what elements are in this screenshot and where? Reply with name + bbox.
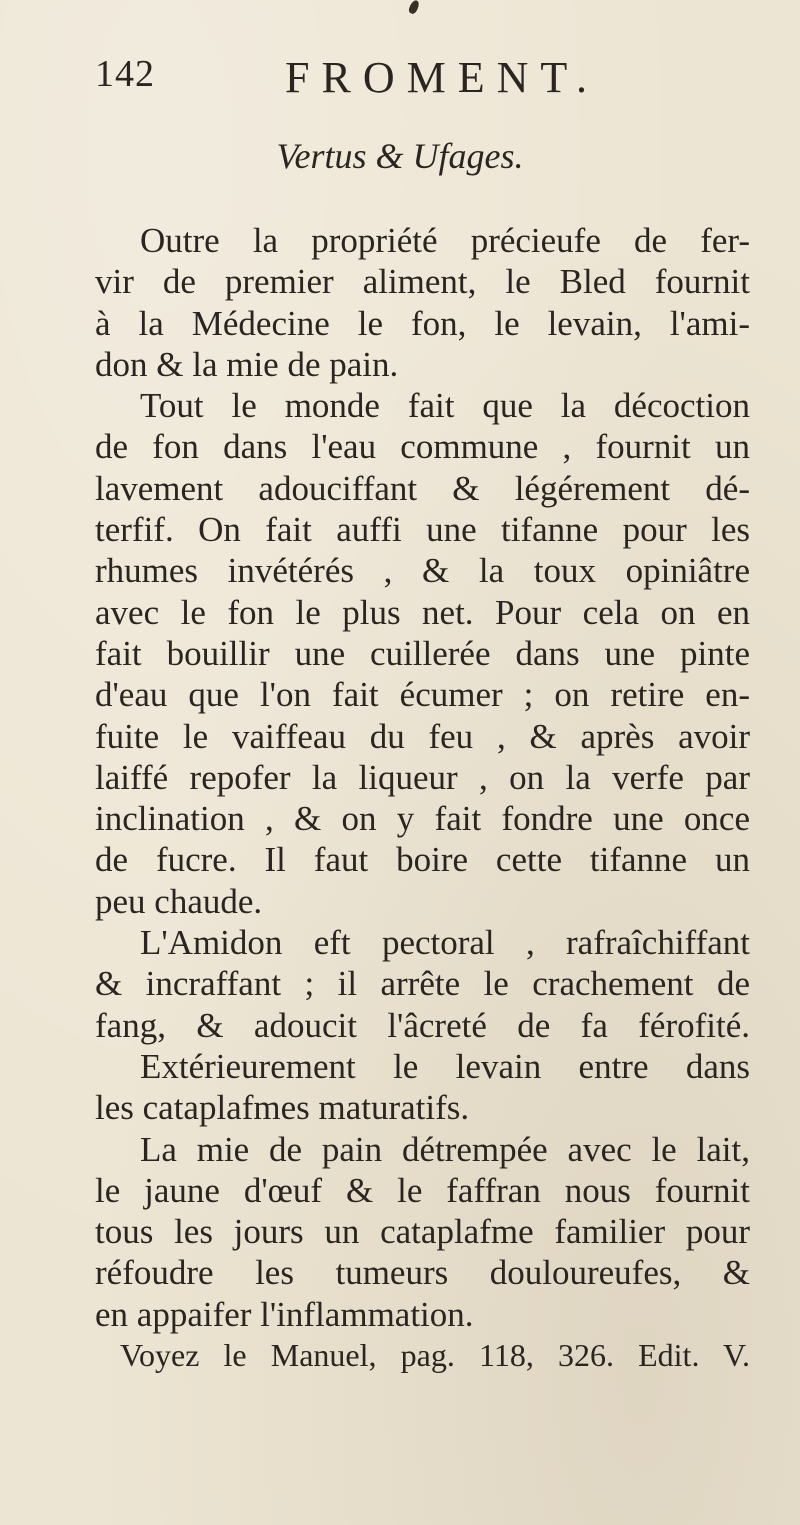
- text-line: d'eau que l'on fait écumer ; on retire en-: [95, 675, 750, 715]
- text-line: les cataplafmes maturatifs.: [95, 1088, 470, 1128]
- body-text: [95, 220, 750, 1376]
- section-heading: Vertus & Ufages.: [276, 136, 524, 176]
- text-line: fait bouillir une cuillerée dans une pinte: [95, 633, 750, 673]
- text-line: terfif. On fait auffi une tifanne pour les: [95, 510, 750, 550]
- text-line: le jaune d'œuf & le faffran nous fournit: [95, 1170, 750, 1210]
- text-line: Outre la propriété précieufe de fer-: [140, 221, 750, 260]
- ink-mark: [407, 0, 420, 15]
- text-line: fuite le vaiffeau du feu , & après avoir: [95, 716, 750, 756]
- text-line: vir de premier aliment, le Bled fournit: [95, 262, 750, 302]
- text-line: tous les jours un cataplafme familier pour: [95, 1212, 750, 1252]
- text-line: de fucre. Il faut boire cette tifanne un: [95, 840, 750, 880]
- text-line: laiffé repofer la liqueur , on la verfe par: [95, 757, 750, 797]
- running-title: FROMENT.: [285, 53, 599, 102]
- page-number: 142: [95, 53, 155, 95]
- text-line: avec le fon le plus net. Pour cela on en: [95, 592, 750, 632]
- text-line: & incraffant ; il arrête le crachement de: [95, 964, 750, 1004]
- text-line: à la Médecine le fon, le levain, l'ami-: [95, 303, 750, 343]
- text-line: réfoudre les tumeurs douloureufes, &: [95, 1253, 750, 1293]
- text-line: lavement adouciffant & légérement dé-: [95, 468, 750, 508]
- reference-line: Voyez le Manuel, pag. 118, 326. Edit. V.: [120, 1337, 750, 1374]
- text-line: Extérieurement le levain entre dans: [140, 1046, 750, 1086]
- text-line: de fon dans l'eau commune , fournit un: [95, 427, 750, 467]
- text-line: L'Amidon eft pectoral , rafraîchiffant: [140, 923, 750, 963]
- text-line: en appaifer l'inflammation.: [95, 1294, 474, 1334]
- text-line: fang, & adoucit l'âcreté de fa férofité.: [95, 1005, 750, 1045]
- text-line: peu chaude.: [95, 881, 263, 921]
- text-line: inclination , & on y fait fondre une once: [95, 799, 750, 839]
- text-line: La mie de pain détrempée avec le lait,: [140, 1129, 750, 1169]
- text-line: don & la mie de pain.: [95, 344, 399, 384]
- text-line: rhumes invétérés , & la toux opiniâtre: [95, 551, 750, 591]
- text-line: Tout le monde fait que la décoction: [140, 386, 750, 426]
- page-header: [95, 52, 735, 112]
